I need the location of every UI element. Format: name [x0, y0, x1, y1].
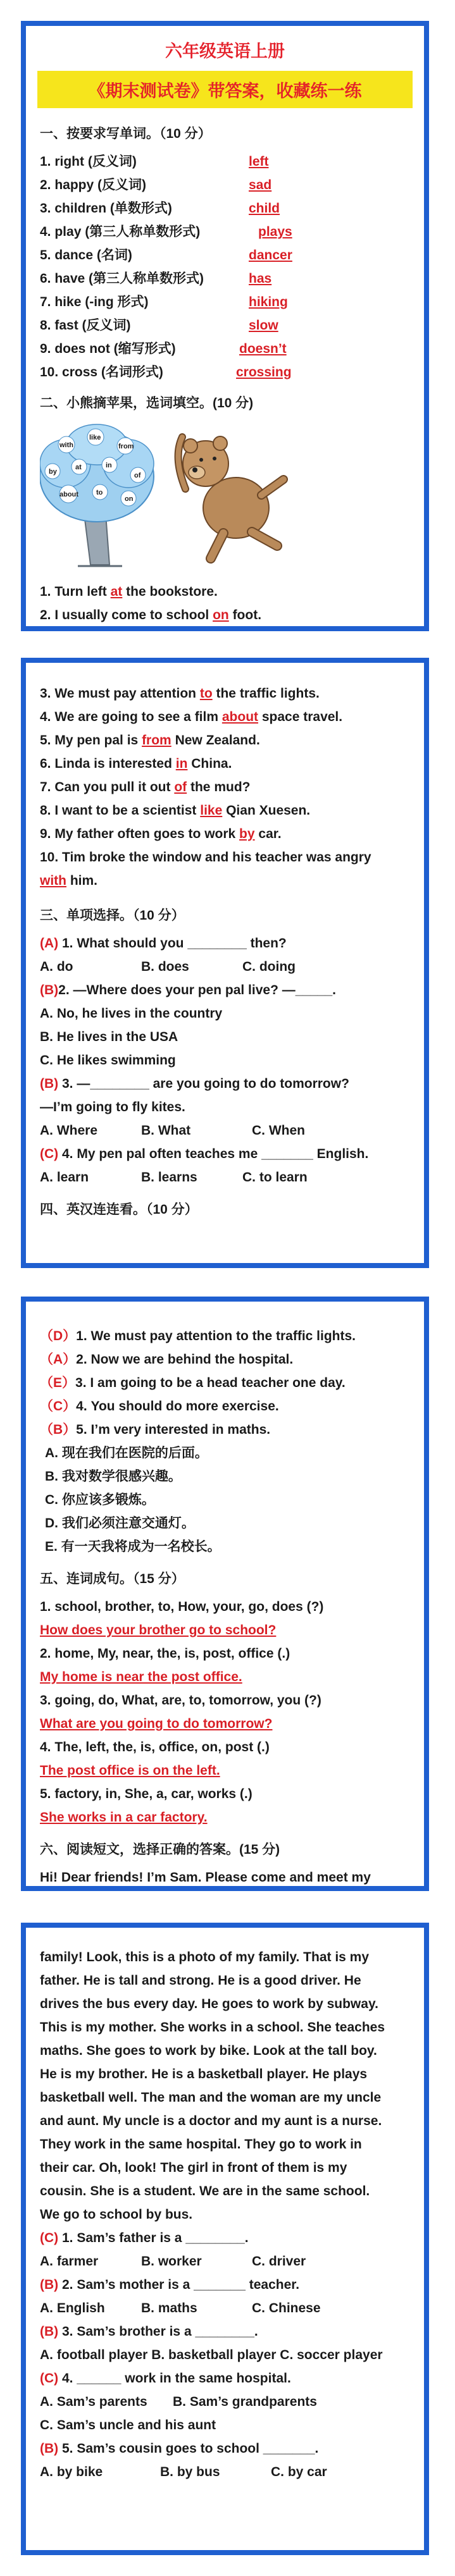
reading-option: C. Sam’s uncle and his aunt	[40, 2418, 216, 2432]
part3-heading: 三、单项选择。（10 分）	[40, 908, 185, 923]
part4-heading: 四、英汉连连看。（10 分）	[40, 1202, 198, 1217]
part6-heading: 六、阅读短文，选择正确的答案。(15 分)	[40, 1842, 280, 1857]
passage-line: drives the bus every day. He goes to work by subway.	[40, 1997, 378, 2011]
passage-line: family! Look, this is a photo of my family. That is my	[40, 1950, 370, 1964]
reading-options: A. English B. maths C. Chinese	[40, 2301, 321, 2315]
part2-item: 1. Turn left at the bookstore.	[40, 584, 218, 599]
part5-heading: 五、连词成句。（15 分）	[40, 1572, 185, 1586]
reading-options: A. Sam’s parents B. Sam’s grandparents	[40, 2394, 317, 2409]
matching-item: （C）4. You should do more exercise.	[40, 1399, 279, 1414]
apple-word: in	[106, 462, 112, 469]
part1-item: 10. cross (名词形式) crossing	[40, 365, 292, 379]
reading-question: (C) 1. Sam’s father is a ________.	[40, 2231, 249, 2245]
reading-intro: Hi! Dear friends! I’m Sam. Please come and meet my	[40, 1870, 371, 1885]
matching-choice: B. 我对数学很感兴趣。	[45, 1469, 182, 1484]
part1-item: 7. hike (-ing 形式) hiking	[40, 295, 288, 309]
part2-item: 4. We are going to see a film about space travel.	[40, 710, 343, 724]
worksheet-card-4	[21, 1923, 429, 2555]
part2-item: 8. I want to be a scientist like Qian Xuesen.	[40, 803, 311, 818]
mc-options: A. Where B. What C. When	[40, 1123, 305, 1138]
part1-item: 4. play (第三人称单数形式) plays	[40, 225, 292, 239]
part2-item: 5. My pen pal is from New Zealand.	[40, 733, 260, 748]
reading-question: (B) 3. Sam’s brother is a ________.	[40, 2324, 258, 2339]
reading-question: (B) 2. Sam’s mother is a _______ teacher.	[40, 2277, 300, 2292]
apple-word: on	[125, 495, 134, 503]
passage-line: maths. She goes to work by bike. Look at the tall boy.	[40, 2043, 377, 2058]
reading-options: A. by bike B. by bus C. by car	[40, 2465, 327, 2479]
apple-word: with	[59, 441, 73, 449]
apple-word: by	[49, 468, 57, 476]
page-title: 六年级英语上册	[165, 42, 285, 61]
scramble-answer: How does your brother go to school?	[40, 1623, 277, 1637]
part2-item: 6. Linda is interested in China.	[40, 756, 232, 771]
apple-word: to	[96, 489, 103, 496]
passage-line: father. He is tall and strong. He is a good driver. He	[40, 1973, 361, 1988]
part1-item: 3. children (单数形式) child	[40, 201, 280, 216]
apple-word: about	[59, 491, 78, 498]
mc-question: (C) 4. My pen pal often teaches me _______ English.	[40, 1147, 369, 1161]
apple-word: at	[75, 464, 82, 471]
worksheet-card-1	[21, 21, 429, 631]
matching-choice: D. 我们必须注意交通灯。	[45, 1516, 195, 1531]
part2-item-cont: with him.	[40, 873, 98, 888]
mc-option: C. He likes swimming	[40, 1053, 176, 1068]
part1-item: 6. have (第三人称单数形式) has	[40, 271, 272, 286]
matching-item: （D）1. We must pay attention to the traffic lights.	[40, 1329, 356, 1343]
part2-item: 7. Can you pull it out of the mud?	[40, 780, 251, 794]
part1-item: 9. does not (缩写形式) doesn’t	[40, 342, 287, 356]
matching-choice: A. 现在我们在医院的后面。	[45, 1446, 208, 1460]
mc-options: A. do B. does C. doing	[40, 959, 296, 974]
bear-icon	[178, 436, 284, 558]
mc-question: (B)2. —Where does your pen pal live? —_____.	[40, 983, 336, 997]
passage-line: This is my mother. She works in a school. She teaches	[40, 2020, 385, 2035]
part2-heading: 二、小熊摘苹果，选词填空。(10 分)	[40, 396, 254, 410]
reading-options: A. farmer B. worker C. driver	[40, 2254, 306, 2269]
apple-word: from	[118, 443, 134, 450]
matching-choice: E. 有一天我将成为一名校长。	[45, 1539, 221, 1554]
reading-question: (B) 5. Sam’s cousin goes to school _______.	[40, 2441, 319, 2456]
scramble-answer: My home is near the post office.	[40, 1670, 242, 1684]
scramble-question: 3. going, do, What, are, to, tomorrow, you (?)	[40, 1693, 321, 1708]
worksheet-card-2	[21, 658, 429, 1268]
worksheet-card-3	[21, 1297, 429, 1891]
scramble-question: 1. school, brother, to, How, your, go, does (?)	[40, 1599, 324, 1614]
scramble-answer: What are you going to do tomorrow?	[40, 1716, 273, 1731]
mc-option: B. He lives in the USA	[40, 1030, 178, 1044]
part1-item: 5. dance (名词) dancer	[40, 248, 292, 262]
part1-item: 8. fast (反义词) slow	[40, 318, 278, 333]
passage-line: cousin. She is a student. We are in the same school.	[40, 2184, 370, 2198]
scramble-answer: She works in a car factory.	[40, 1810, 208, 1825]
scramble-question: 4. The, left, the, is, office, on, post (.)	[40, 1740, 270, 1754]
passage-line: They work in the same hospital. They go to work in	[40, 2137, 362, 2152]
passage-line: We go to school by bus.	[40, 2207, 193, 2222]
apple-tree-illustration	[40, 419, 410, 571]
scramble-answer: The post office is on the left.	[40, 1763, 220, 1778]
passage-line: He is my brother. He is a basketball player. He plays	[40, 2067, 368, 2081]
reading-question: (C) 4. ______ work in the same hospital.	[40, 2371, 291, 2386]
part1-item: 1. right (反义词) left	[40, 154, 269, 169]
apple-word: like	[89, 434, 101, 441]
mc-options: A. learn B. learns C. to learn	[40, 1170, 308, 1185]
mc-option: A. No, he lives in the country	[40, 1006, 223, 1021]
reading-options: A. football player B. basketball player C. soccer player	[40, 2348, 383, 2362]
scramble-question: 2. home, My, near, the, is, post, office (.)	[40, 1646, 290, 1661]
title-banner: 《期末测试卷》带答案，收藏练一练	[37, 71, 413, 108]
mc-question: (B) 3. —________ are you going to do tomorrow?	[40, 1076, 349, 1091]
mc-question: (A) 1. What should you ________ then?	[40, 936, 287, 951]
matching-item: （A）2. Now we are behind the hospital.	[40, 1352, 294, 1367]
part2-item: 2. I usually come to school on foot.	[40, 608, 262, 622]
part2-item: 10. Tim broke the window and his teacher was angry	[40, 850, 371, 865]
mc-question-cont: —I’m going to fly kites.	[40, 1100, 185, 1114]
scramble-question: 5. factory, in, She, a, car, works (.)	[40, 1787, 252, 1801]
matching-item: （B）5. I’m very interested in maths.	[40, 1422, 271, 1437]
part1-heading: 一、按要求写单词。（10 分）	[40, 126, 211, 141]
passage-line: basketball well. The man and the woman are my uncle	[40, 2090, 382, 2105]
part2-item: 9. My father often goes to work by car.	[40, 827, 282, 841]
apple-word: of	[134, 472, 141, 479]
matching-item: （E）3. I am going to be a head teacher one day.	[40, 1376, 346, 1390]
passage-line: and aunt. My uncle is a doctor and my aunt is a nurse.	[40, 2114, 382, 2128]
part2-item: 3. We must pay attention to the traffic lights.	[40, 686, 320, 701]
part1-item: 2. happy (反义词) sad	[40, 178, 272, 192]
tree-and-bear-image	[40, 419, 306, 571]
matching-choice: C. 你应该多锻炼。	[45, 1493, 155, 1507]
passage-line: their car. Oh, look! The girl in front of them is my	[40, 2160, 347, 2175]
